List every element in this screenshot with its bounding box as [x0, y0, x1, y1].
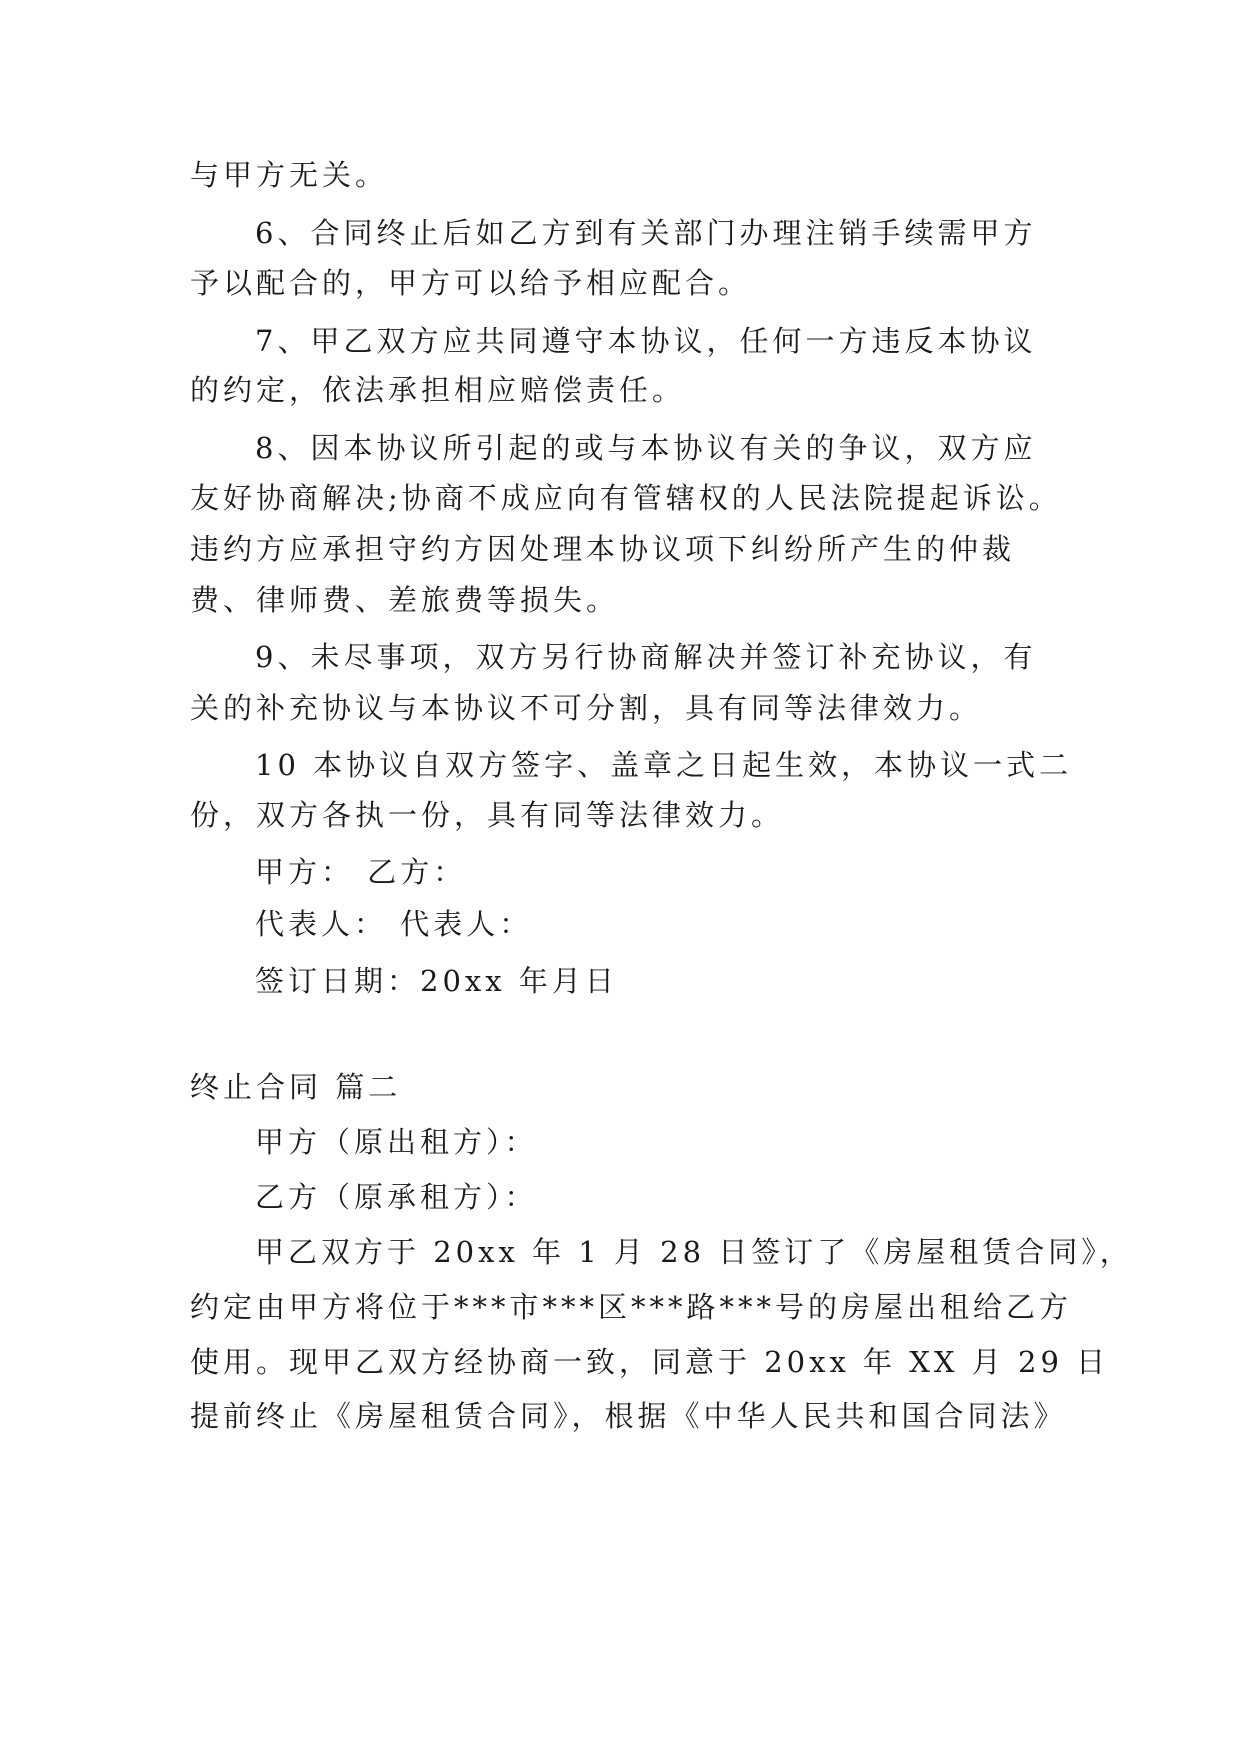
party-b-label: 乙方（原承租方）：	[255, 1180, 538, 1214]
clause-10-line-2: 份，双方各执一份，具有同等法律效力。	[190, 798, 785, 832]
signature-parties: 甲方： 乙方：	[255, 855, 467, 889]
clause-10-line-1: 10 本协议自双方签字、盖章之日起生效，本协议一式二	[255, 748, 1073, 782]
body-line-1: 甲乙双方于 20xx 年 1 月 28 日签订了《房屋租赁合同》，	[255, 1235, 1133, 1269]
clause-9-line-2: 关的补充协议与本协议不可分割，具有同等法律效力。	[190, 691, 983, 725]
clause-8-line-4: 费、律师费、差旅费等损失。	[190, 583, 620, 617]
clause-7-line-1: 7、甲乙双方应共同遵守本协议，任何一方违反本协议	[255, 324, 1037, 358]
party-a-label: 甲方（原出租方）：	[255, 1125, 538, 1159]
clause-6-line-1: 6、合同终止后如乙方到有关部门办理注销手续需甲方	[255, 216, 1037, 250]
clause-8-line-3: 违约方应承担守约方因处理本协议项下纠纷所产生的仲裁	[190, 532, 1016, 566]
body-line-4: 提前终止《房屋租赁合同》，根据《中华人民共和国合同法》	[190, 1399, 1067, 1433]
signature-representatives: 代表人： 代表人：	[255, 907, 533, 941]
clause-9-line-1: 9、未尽事项，双方另行协商解决并签订补充协议，有	[255, 640, 1037, 674]
clause-7-line-2: 的约定，依法承担相应赔偿责任。	[190, 373, 686, 407]
text-line: 与甲方无关。	[190, 158, 389, 192]
clause-8-line-1: 8、因本协议所引起的或与本协议有关的争议，双方应	[255, 431, 1037, 465]
body-line-3: 使用。现甲乙双方经协商一致，同意于 20xx 年 XX 月 29 日	[190, 1345, 1110, 1379]
section-heading: 终止合同 篇二	[190, 1070, 402, 1104]
signing-date: 签订日期：20xx 年月日	[255, 964, 618, 998]
body-line-2: 约定由甲方将位于***市***区***路***号的房屋出租给乙方	[190, 1290, 1073, 1324]
clause-6-line-2: 予以配合的，甲方可以给予相应配合。	[190, 266, 752, 300]
clause-8-line-2: 友好协商解决;协商不成应向有管辖权的人民法院提起诉讼。	[190, 481, 1062, 515]
